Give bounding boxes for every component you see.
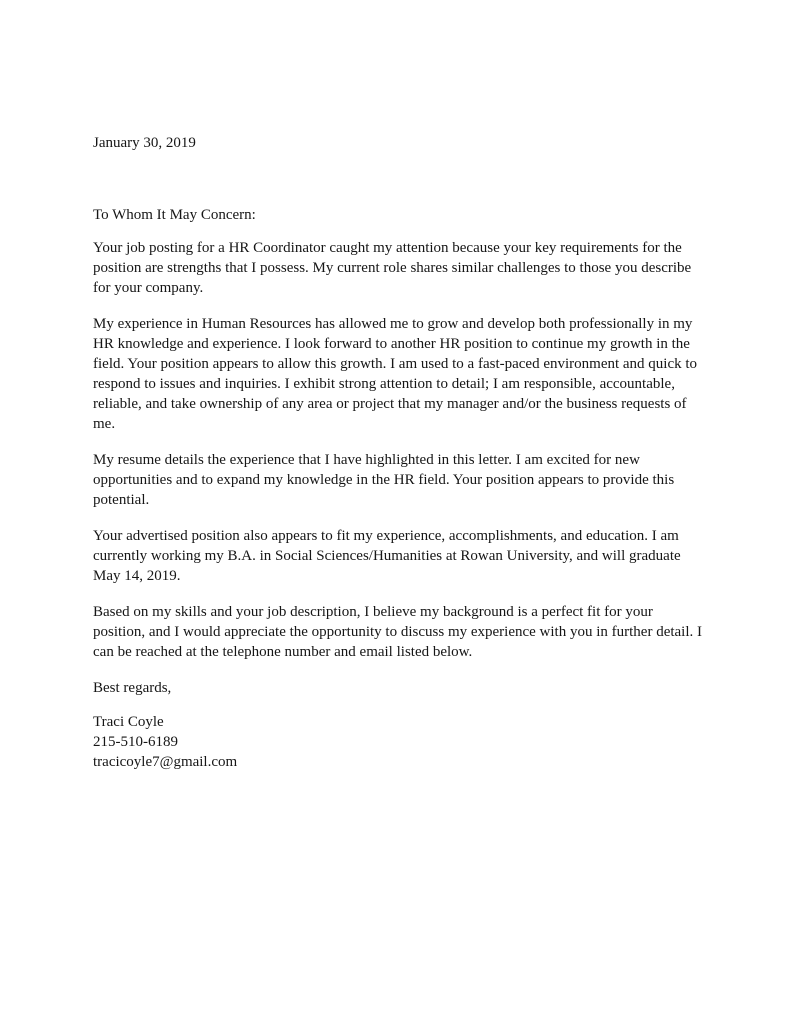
signature-email: tracicoyle7@gmail.com bbox=[93, 754, 238, 770]
letter-paragraph-resume: My resume details the experience that I have highlighted in this letter. I am excited for new opportunities and to expand my knowledge in the HR field. Your position appears to provide this potential. bbox=[93, 452, 675, 508]
letter-date: January 30, 2019 bbox=[93, 135, 196, 151]
letter-paragraph-education: Your advertised position also appears to fit my experience, accomplishments, and education. I am currently working my B.A. in Social Sciences/Humanities at Rowan University, and will graduate May 14, 2019. bbox=[93, 528, 681, 584]
letter-paragraph-intro: Your job posting for a HR Coordinator caught my attention because your key requirements for the position are strengths that I possess. My current role shares similar challenges to those you describe for your company. bbox=[93, 240, 692, 296]
signature-block bbox=[93, 712, 703, 772]
signature-phone: 215-510-6189 bbox=[93, 734, 178, 750]
letter-paragraph-experience: My experience in Human Resources has allowed me to grow and develop both professionally in my HR knowledge and experience. I look forward to another HR position to continue my growth in the field. Your position appears to allow this growth. I am used to a fast-paced environment and quick to respond to issues and inquiries. I exhibit strong attention to detail; I am responsible, accountable, reliable, and take ownership of any area or project that my manager and/or the business requests of me. bbox=[93, 316, 698, 432]
letter-paragraph-fit: Based on my skills and your job description, I believe my background is a perfect fit for your position, and I would appreciate the opportunity to discuss my experience with you in further detail. I can be reached at the telephone number and email listed below. bbox=[93, 604, 703, 660]
signature-name: Traci Coyle bbox=[93, 714, 164, 730]
letter-closing: Best regards, bbox=[93, 680, 172, 696]
letter-salutation: To Whom It May Concern: bbox=[93, 207, 256, 223]
